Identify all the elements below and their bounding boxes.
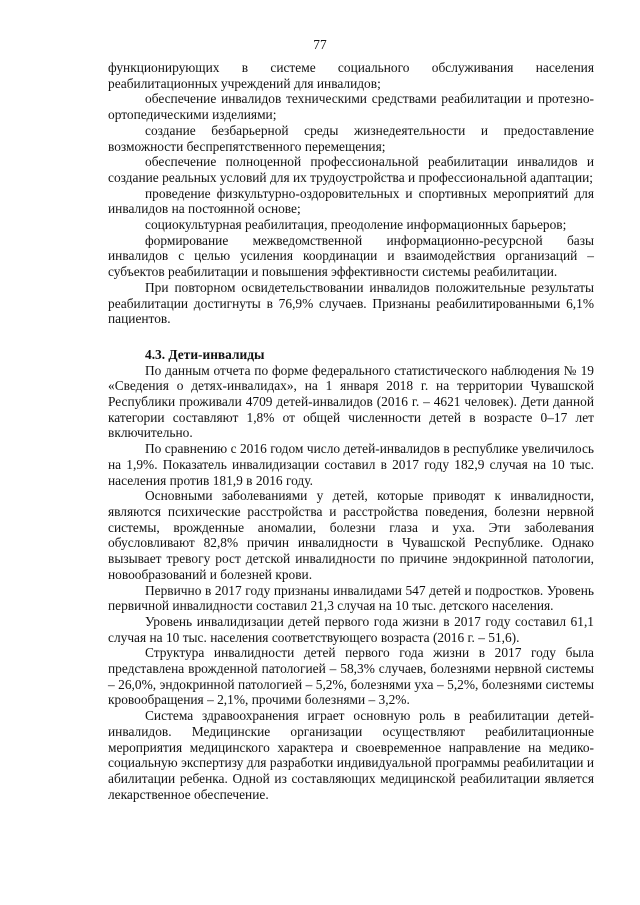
paragraph-primary-disability: Первично в 2017 году признаны инвалидами 547 детей и подростков. Уровень первичной инвалидности составил 21,3 случая на 10 тыс. детского населения. [108,582,594,614]
list-item-sports: проведение физкультурно-оздоровительных и спортивных мероприятий для инвалидов на постоянной основе; [108,185,594,217]
paragraph-structure: Структура инвалидности детей первого года жизни в 2017 году была представлена врожденной патологией – 58,3% случаев, болезнями нервной системы – 26,0%, эндокринной патологией – 5,2%, болезнями уха – 5,2%, болезнями системы кровообращения – 2,1%, прочими болезнями – 3,2%. [108,645,594,708]
paragraph-diseases: Основными заболеваниями у детей, которые приводят к инвалидности, являются психические расстройства и расстройства поведения, болезни нервной системы, врожденные аномалии, болезни глаза и уха. Эти заболевания обусловливают 82,8% причин инвалидности в Чувашской Республике. Однако вызывает тревогу рост детской инвалидности по причине эндокринной патологии, новообразований и болезней крови. [108,488,594,582]
list-item-technical-means: обеспечение инвалидов техническими средствами реабилитации и протезно-ортопедическими изделиями; [108,91,594,123]
paragraph-statistics: По данным отчета по форме федерального статистического наблюдения № 19 «Сведения о детях-инвалидах», на 1 января 2018 г. на территории Чувашской Республики проживали 4709 детей-инвалидов (2016 г. – 4621 человек). Дети данной категории составляют 1,8% от общей численности детей в возрасте 0–17 лет включительно. [108,362,594,441]
page-body [108,60,594,802]
page-number: 77 [313,37,327,52]
paragraph-first-year-level: Уровень инвалидизации детей первого года жизни в 2017 году составил 61,1 случая на 10 тыс. населения соответствующего возраста (2016 г. – 51,6). [108,613,594,645]
paragraph-comparison: По сравнению с 2016 годом число детей-инвалидов в республике увеличилось на 1,9%. Показатель инвалидизации составил в 2017 году 182,9 случая на 10 тыс. населения против 181,9 в 2016 году. [108,441,594,488]
list-item-barrier-free: создание безбарьерной среды жизнедеятельности и предоставление возможности беспрепятственного перемещения; [108,122,594,154]
section-heading: 4.3. Дети-инвалиды [145,346,265,362]
list-item-professional-rehab: обеспечение полноценной профессиональной реабилитации инвалидов и создание реальных условий для их трудоустройства и профессиональной адаптации; [108,154,594,185]
list-item-information-base: формирование межведомственной информационно-ресурсной базы инвалидов с целью усиления координации и взаимодействия организаций – субъектов реабилитации и повышения эффективности системы реабилитации. [108,232,594,280]
paragraph: функционирующих в системе социального обслуживания населения реабилитационных учреждений для инвалидов; [108,60,594,91]
paragraph-reexamination: При повторном освидетельствовании инвалидов положительные результаты реабилитации достигнуты в 76,9% случаев. Признаны реабилитированными 6,1% пациентов. [108,279,594,327]
paragraph-healthcare: Система здравоохранения играет основную роль в реабилитации детей-инвалидов. Медицинские организации осуществляют реабилитационные мероприятия медицинского характера и своевременное направление на медико-социальную экспертизу для разработки индивидуальной программы реабилитации и абилитации ребенка. Одной из составляющих медицинской реабилитации является лекарственное обеспечение. [108,708,594,802]
list-item-sociocultural: социокультурная реабилитация, преодоление информационных барьеров; [145,217,567,233]
